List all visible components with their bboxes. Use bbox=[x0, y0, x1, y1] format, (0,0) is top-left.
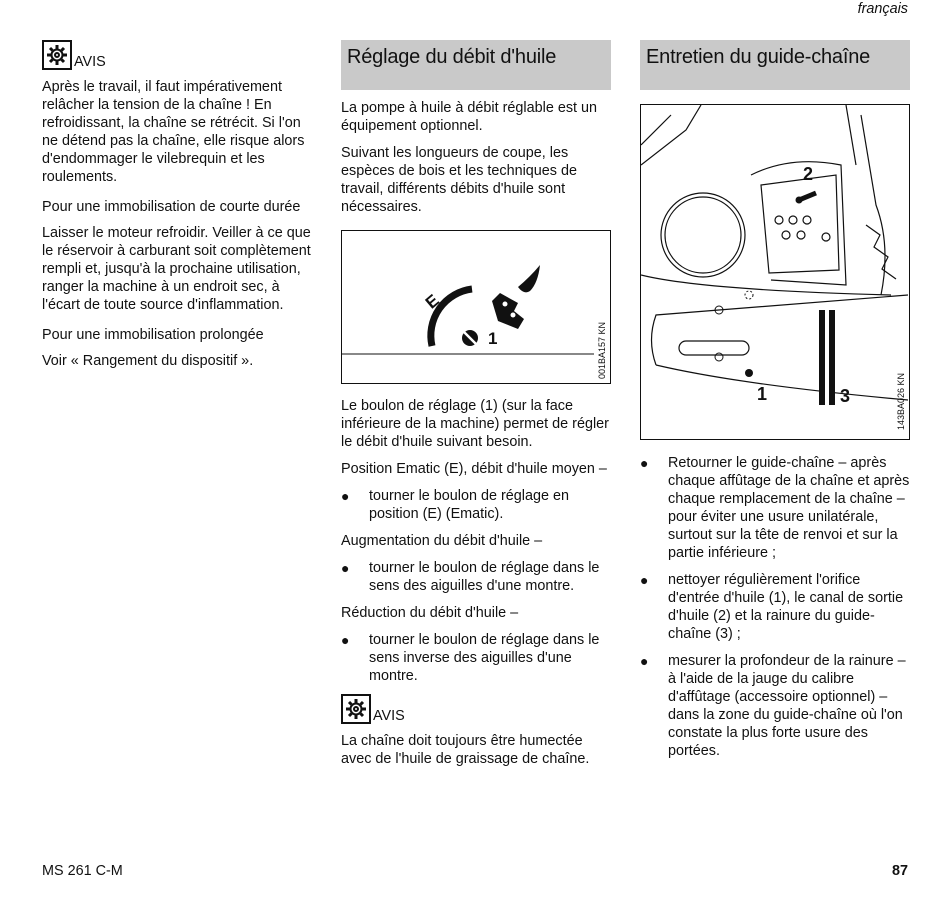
list-item: ● tourner le boulon de réglage dans le sens inverse des aiguilles d'une montre. bbox=[341, 632, 600, 684]
paragraph: Le boulon de réglage (1) (sur la face inférieure de la machine) permet de régler le débit d'huile suivant besoin. bbox=[341, 398, 609, 450]
notice-block bbox=[341, 694, 611, 724]
paragraph: La pompe à huile à débit réglable est un équipement optionnel. bbox=[341, 100, 598, 134]
figure-label-1: 1 bbox=[757, 384, 768, 404]
list-item: ● nettoyer régulièrement l'orifice d'entrée d'huile (1), le canal de sortie d'huile (2) et la rainure du guide-chaîne (3) ; bbox=[640, 572, 904, 642]
section-title: Réglage du débit d'huile bbox=[341, 40, 611, 90]
short-term-heading: Pour une immobilisation de courte durée bbox=[42, 199, 301, 215]
paragraph: Position Ematic (E), débit d'huile moyen – bbox=[341, 461, 607, 477]
notice-text: La chaîne doit toujours être humectée avec de l'huile de graissage de chaîne. bbox=[341, 733, 590, 767]
figure-label-3: 3 bbox=[840, 386, 851, 406]
guide-bar-figure bbox=[640, 104, 910, 440]
model-label: MS 261 C-M bbox=[42, 863, 123, 879]
figure-label-1: 1 bbox=[488, 329, 498, 348]
gear-notice-icon bbox=[42, 40, 72, 70]
column-guide-bar bbox=[640, 40, 910, 769]
notice-text: Après le travail, il faut impérativement relâcher la tension de la chaîne ! En refroidissant, la chaîne se rétrécit. Si l'on ne détend pas la chaîne, elle risque alors d'endommager le vilebrequin et les roulements. bbox=[42, 79, 305, 185]
list-item: ● Retourner le guide-chaîne – après chaque affûtage de la chaîne et après chaque remplacement de la chaîne – pour éviter une usure unilatérale, surtout sur la tête de renvoi et sur la partie inférieure ; bbox=[640, 455, 910, 561]
column-oil-flow bbox=[341, 40, 611, 777]
list-item: ● tourner le boulon de réglage en position (E) (Ematic). bbox=[341, 488, 570, 522]
figure-label-2: 2 bbox=[803, 164, 814, 184]
section-title: Entretien du guide-chaîne bbox=[640, 40, 910, 90]
bullet-dot-icon: ● bbox=[341, 560, 350, 576]
paragraph: Réduction du débit d'huile – bbox=[341, 605, 519, 621]
figure-code: 143BA026 KN bbox=[896, 372, 906, 430]
language-label: français bbox=[857, 1, 908, 17]
oil-outlet-icon bbox=[796, 193, 817, 204]
paragraph: Suivant les longueurs de coupe, les espèces de bois et les techniques de travail, différents débits d'huile sont nécessaires. bbox=[341, 145, 578, 215]
short-term-text: Laisser le moteur refroidir. Veiller à ce que le réservoir à carburant soit complètement rempli et, jusqu'à la prochaine utilisation, ranger la machine à un endroit sec, à l'écart de toute source d'inflammation. bbox=[42, 225, 311, 313]
column-storage bbox=[42, 40, 317, 379]
bullet-dot-icon: ● bbox=[640, 653, 649, 669]
list-item: ● tourner le boulon de réglage dans le sens des aiguilles d'une montre. bbox=[341, 560, 600, 594]
notice-label: AVIS bbox=[74, 54, 106, 70]
groove-gauge-icon bbox=[819, 310, 835, 405]
long-term-text: Voir « Rangement du dispositif ». bbox=[42, 353, 254, 369]
bullet-dot-icon: ● bbox=[341, 632, 350, 648]
oil-adjust-figure bbox=[341, 230, 611, 384]
figure-label-e: E bbox=[421, 290, 443, 313]
notice-label: AVIS bbox=[373, 708, 405, 724]
bullet-dot-icon: ● bbox=[341, 488, 350, 504]
oil-drop-icon bbox=[492, 265, 540, 329]
notice-block bbox=[42, 40, 317, 70]
paragraph: Augmentation du débit d'huile – bbox=[341, 533, 543, 549]
page-number: 87 bbox=[891, 863, 908, 879]
list-item: ● mesurer la profondeur de la rainure – à l'aide de la jauge du calibre d'affûtage (accessoire optionnel) – dans la zone du guide-chaîne où l'on constate la plus forte usure des portées. bbox=[640, 653, 906, 759]
bullet-dot-icon: ● bbox=[640, 455, 649, 471]
gear-notice-icon bbox=[341, 694, 371, 724]
adjust-bolt-icon bbox=[462, 330, 478, 346]
bullet-dot-icon: ● bbox=[640, 572, 649, 588]
figure-code: 001BA157 KN bbox=[597, 321, 607, 379]
long-term-heading: Pour une immobilisation prolongée bbox=[42, 327, 264, 343]
